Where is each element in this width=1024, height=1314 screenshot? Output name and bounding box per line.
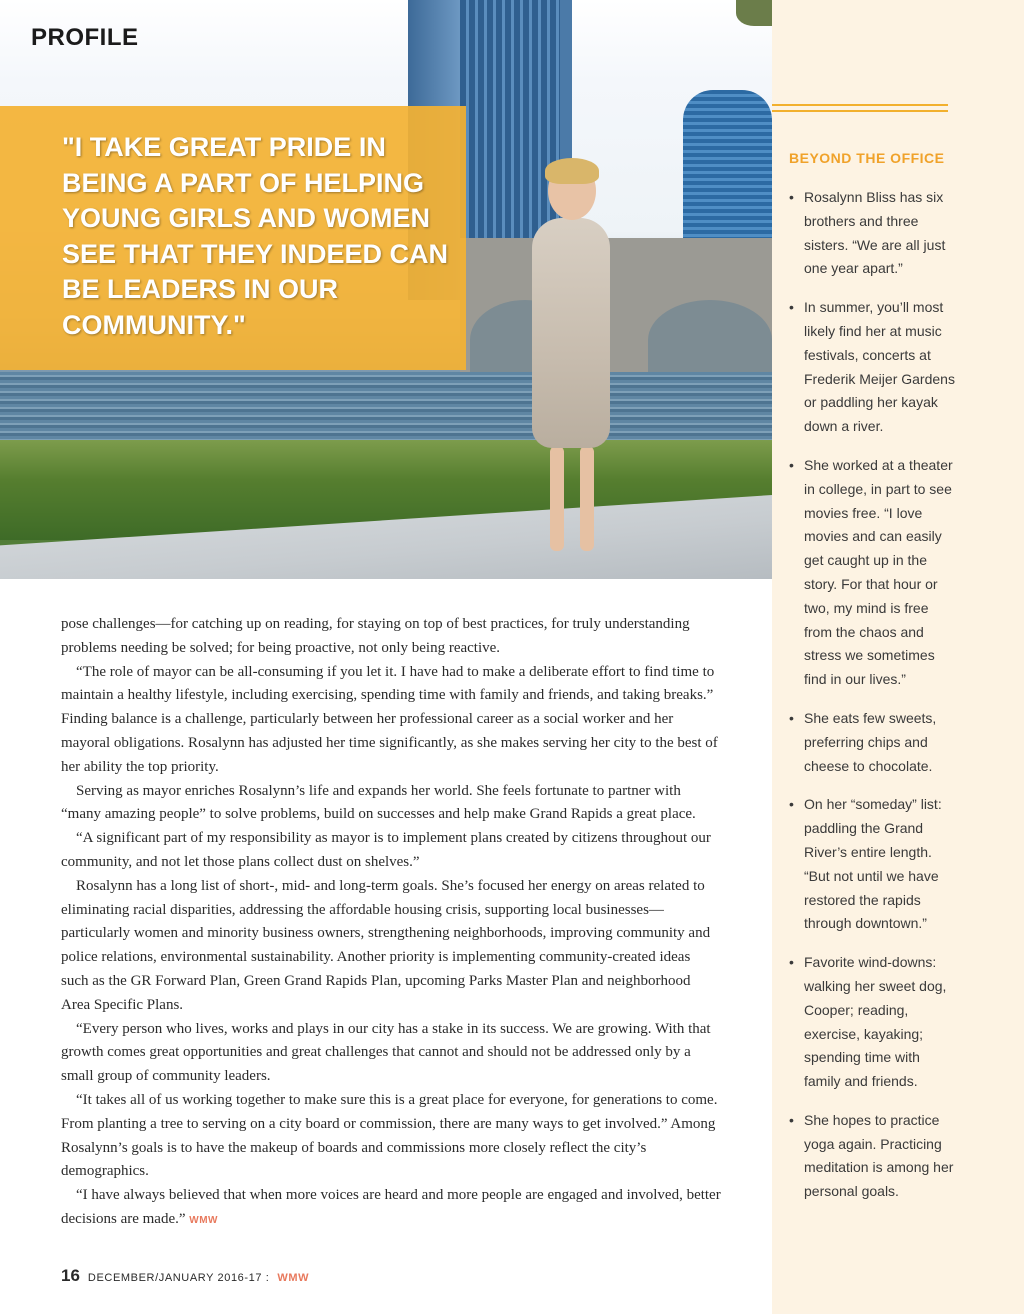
sidebar-title: BEYOND THE OFFICE — [789, 150, 945, 166]
issue-date: DECEMBER/JANUARY 2016-17 : — [87, 1272, 270, 1284]
sidebar-item: • Favorite wind-downs: walking her sweet dog, Cooper; reading, exercise, kayaking; spending time with family and friends. — [789, 951, 959, 1094]
article-paragraph: “I have always believed that when more voices are heard and more people are engaged and involved, better decisions are made.” — [61, 1187, 721, 1227]
article-paragraph: “The role of mayor can be all-consuming if you let it. I have had to make a deliberate effort to find time to maintain a healthy lifestyle, including exercising, spending time with family and friends, and taking breaks.” Finding balance is a challenge, particularly between her professional career as a social worker and her mayoral obligations. Rosalynn has adjusted her time significantly, as she makes serving her city to the best of her ability the top priority. — [61, 663, 718, 775]
pull-quote: "I TAKE GREAT PRIDE IN BEING A PART OF HELPING YOUNG GIRLS AND WOMEN SEE THAT THEY INDEED CAN BE LEADERS IN OUR COMMUNITY." — [62, 132, 449, 340]
article-paragraph: pose challenges—for catching up on reading, for staying on top of best practices, for truly understanding problems needing be solved; for being proactive, not only being reactive. — [61, 616, 690, 656]
sidebar-item: • She hopes to practice yoga again. Practicing meditation is among her personal goals. — [789, 1109, 959, 1204]
page-footer — [61, 1266, 309, 1286]
person-leg — [550, 446, 564, 551]
sidebar-item: • She eats few sweets, preferring chips and cheese to chocolate. — [789, 707, 959, 778]
end-mark: WMW — [189, 1214, 218, 1226]
person-dress — [532, 218, 610, 448]
magazine-name: WMW — [277, 1272, 310, 1284]
article-paragraph: “A significant part of my responsibility as mayor is to implement plans created by citizens throughout our community, and not let those plans collect dust on shelves.” — [61, 830, 711, 870]
bridge-arch — [648, 300, 772, 380]
page-number: 16 — [61, 1266, 80, 1285]
sidebar-rule — [772, 110, 948, 112]
person-leg — [580, 446, 594, 551]
sidebar-list — [789, 186, 959, 1219]
article-body — [61, 613, 721, 1233]
article-paragraph: Rosalynn has a long list of short-, mid- and long-term goals. She’s focused her energy on areas related to eliminating racial disparities, addressing the affordable housing crisis, supporting local businesses—particularly women and minority business owners, strengthening neighborhoods, improving community and police relations, environmental sustainability. Another priority is implementing community-created ideas such as the GR Forward Plan, Green Grand Rapids Plan, upcoming Parks Master Plan and neighborhood Area Specific Plans. — [61, 877, 711, 1013]
article-paragraph: “It takes all of us working together to make sure this is a great place for everyone, for generations to come. From planting a tree to serving on a city board or commission, there are many ways to get involved.” Among Rosalynn’s goals is to have the makeup of boards and commissions more closely reflect the city’s demographics. — [61, 1091, 718, 1180]
article-paragraph-last — [61, 1184, 721, 1233]
sidebar-item: • On her “someday” list: paddling the Grand River’s entire length. “But not until we have restored the rapids through downtown.” — [789, 793, 959, 936]
tree-top — [736, 0, 772, 26]
sidebar-rule — [772, 104, 948, 106]
article-paragraph: “Every person who lives, works and plays in our city has a stake in its success. We are growing. With that growth comes great opportunities and great challenges that cannot and should not be addressed only by a small group of community leaders. — [61, 1020, 711, 1085]
sidebar-item: • Rosalynn Bliss has six brothers and three sisters. “We are all just one year apart.” — [789, 186, 959, 281]
section-label: PROFILE — [31, 24, 139, 51]
sidebar-item: • In summer, you’ll most likely find her at music festivals, concerts at Frederik Meijer Gardens or paddling her kayak down a river. — [789, 296, 959, 439]
person-hair — [545, 158, 599, 184]
article-paragraph: Serving as mayor enriches Rosalynn’s life and expands her world. She feels fortunate to partner with “many amazing people” to solve problems, build on successes and help make Grand Rapids a great place. — [61, 782, 696, 823]
sidebar-item: • She worked at a theater in college, in part to see movies free. “I love movies and can easily get caught up in the story. For that hour or two, my mind is free from the chaos and stress we sometimes find in our lives.” — [789, 454, 959, 692]
